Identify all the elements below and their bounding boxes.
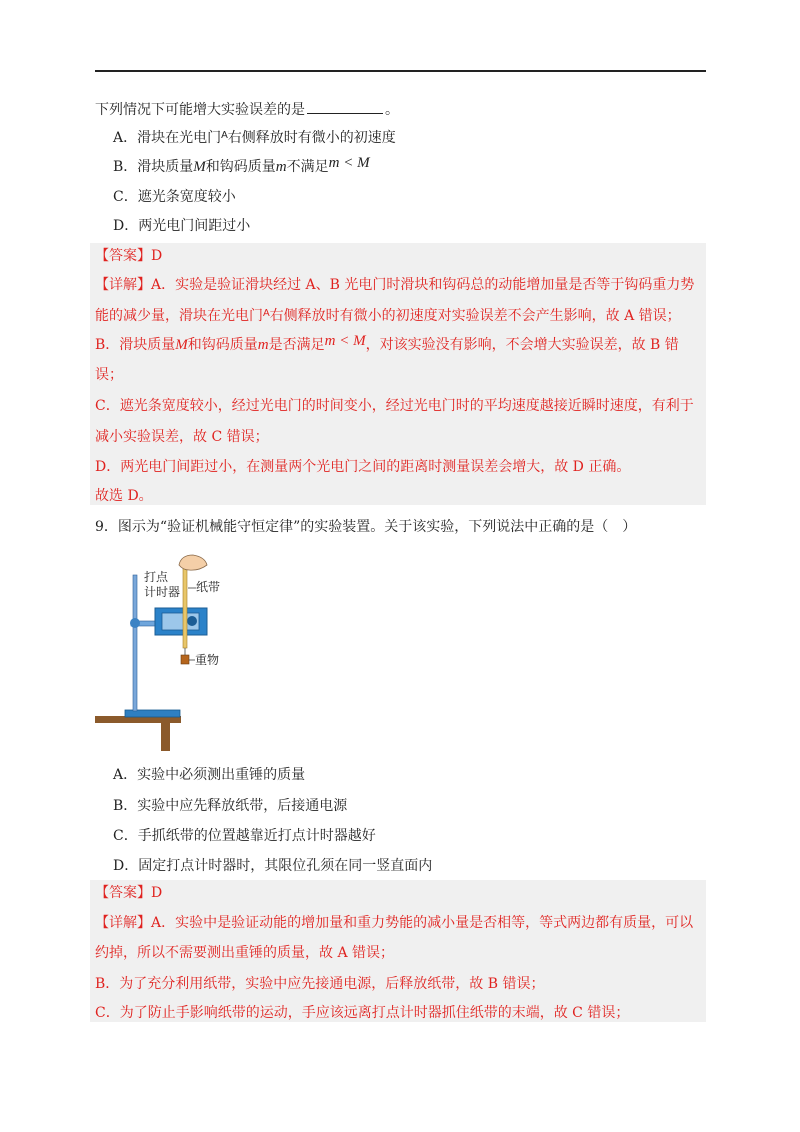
q8-answer-box (90, 243, 706, 505)
weight (181, 655, 189, 664)
option-text: 右侧释放时有微小的初速度 (227, 130, 396, 146)
q8-stem-text: 下列情况下可能增大实验误差的是 (95, 102, 305, 118)
q8-detail-l4: 误； (95, 367, 123, 383)
label-weight: 重物 (195, 653, 220, 667)
q8-detail-l3 (95, 335, 679, 355)
label-tape: 纸带 (196, 580, 221, 594)
label-timer-2: 计时器 (144, 585, 181, 599)
q8-detail-l6: 减小实验误差，故 C 错误； (95, 429, 269, 445)
answer-blank (307, 99, 383, 114)
detail-text: ，对该实验没有影响，不会增大实验误差，故 B 错 (365, 337, 679, 353)
hand-icon (179, 555, 207, 570)
symbol-m: m (257, 337, 269, 353)
q9-detail-l3: B．为了充分利用纸带，实验中应先接通电源，后释放纸带，故 B 错误； (95, 976, 545, 992)
expr-m-lt-M: m < M (324, 333, 366, 349)
q8-stem (95, 99, 399, 120)
detail-text: 能的减少量，滑块在光电门 (95, 308, 263, 324)
option-text: A．滑块在光电门 (113, 130, 222, 146)
symbol-a: A (263, 308, 270, 319)
q8-detail-l2 (95, 306, 681, 328)
symbol-a: A (221, 130, 228, 141)
timer-wheel (187, 616, 197, 626)
symbol-M: M (193, 159, 206, 175)
q9-stem: 9．图示为“验证机械能守恒定律”的实验装置。关于该实验，下列说法中正确的是（ ） (95, 519, 637, 535)
label-timer-1: 打点 (144, 570, 169, 584)
clamp-knob (130, 618, 140, 628)
expr-m-lt-M: m < M (328, 155, 370, 171)
detail-text: 是否满足 (268, 337, 325, 353)
q9-detail-l1: 【详解】A．实验中是验证动能的增加量和重力势能的减小量是否相等，等式两边都有质量，可以 (95, 915, 694, 931)
q8-option-a (113, 128, 396, 150)
q9-option-a: A．实验中必须测出重锤的质量 (113, 767, 306, 783)
q8-detail-l5: C．遮光条宽度较小，经过光电门的时间变小，经过光电门时的平均速度越接近瞬时速度，有利于 (95, 398, 694, 414)
q9-answer: 【答案】D (95, 885, 163, 901)
detail-text: 和钩码质量 (187, 337, 258, 353)
paper-tape (183, 563, 187, 648)
symbol-m: m (275, 159, 287, 175)
q8-detail-l7: D．两光电门间距过小，在测量两个光电门之间的距离时测量误差会增大，故 D 正确。 (95, 459, 631, 475)
q9-detail-l4: C．为了防止手影响纸带的运动，手应该远离打点计时器抓住纸带的末端，故 C 错误； (95, 1005, 630, 1021)
option-text: 不满足 (286, 159, 329, 175)
stand-pole (133, 575, 137, 711)
apparatus-figure (95, 553, 235, 753)
header-rule (95, 70, 706, 72)
detail-text: 右侧释放时有微小的初速度对实验误差不会产生影响，故 A 错误； (269, 308, 681, 324)
q9-option-b: B．实验中应先释放纸带，后接通电源 (113, 798, 348, 814)
q8-stem-end: 。 (385, 102, 399, 118)
q8-option-d: D．两光电门间距过小 (113, 218, 251, 234)
q8-detail-l8: 故选 D。 (95, 488, 153, 504)
q8-option-c: C．遮光条宽度较小 (113, 189, 236, 205)
option-text: B．滑块质量 (113, 159, 194, 175)
q8-detail-l1: 【详解】A．实验是验证滑块经过 A、B 光电门时滑块和钩码总的动能增加量是否等于钩码重力势 (95, 277, 695, 293)
q9-option-c: C．手抓纸带的位置越靠近打点计时器越好 (113, 828, 376, 844)
q8-option-b (113, 157, 370, 177)
symbol-M: M (175, 337, 188, 353)
q9-answer-box (90, 880, 706, 1022)
q9-option-d: D．固定打点计时器时，其限位孔须在同一竖直面内 (113, 858, 433, 874)
detail-text: B．滑块质量 (95, 337, 176, 353)
q8-answer: 【答案】D (95, 248, 163, 264)
option-text: 和钩码质量 (205, 159, 276, 175)
table-leg (161, 723, 170, 751)
q9-detail-l2: 约掉，所以不需要测出重锤的质量，故 A 错误； (95, 945, 395, 961)
